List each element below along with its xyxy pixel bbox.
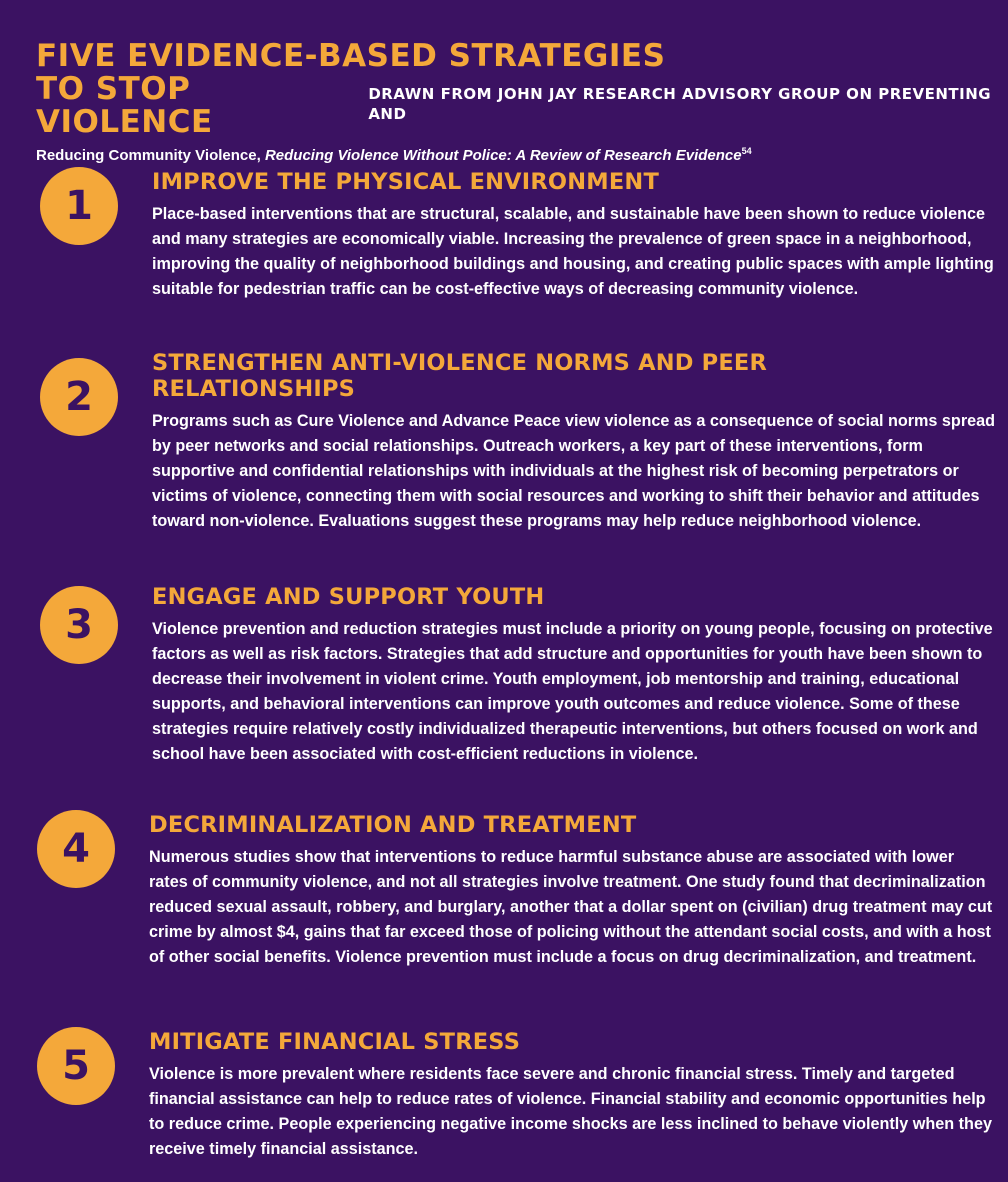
source-line-1: DRAWN FROM JOHN JAY RESEARCH ADVISORY GROUP ON PREVENTING AND: [368, 85, 992, 123]
strategy-heading: MITIGATE FINANCIAL STRESS: [149, 1029, 521, 1055]
strategy-body: Violence is more prevalent where residents face severe and chronic financial stress. Timely and targeted financial assistance can help to reduce rates of violence. Financial stability and economic opportunities help to reduce crime. People experiencing negative income shocks are less inclined to behave violently when they receive timely financial assistance.: [149, 1065, 992, 1158]
strategy-heading: IMPROVE THE PHYSICAL ENVIRONMENT: [152, 169, 659, 195]
title-line-1: FIVE EVIDENCE-BASED STRATEGIES: [36, 38, 666, 74]
number-badge: 4: [37, 810, 115, 888]
number-badge: 1: [40, 167, 118, 245]
source-footnote: 54: [741, 146, 752, 156]
number-badge: 2: [40, 358, 118, 436]
page-title: [36, 40, 996, 139]
strategy-heading: STRENGTHEN ANTI-VIOLENCE NORMS AND PEER RELATIONSHIPS: [152, 350, 768, 402]
title-line-2: TO STOP VIOLENCE: [36, 71, 213, 140]
header: [36, 40, 996, 167]
strategy-body: Numerous studies show that interventions to reduce harmful substance abuse are associated with lower rates of community violence, and not all strategies involve treatment. One study found that decriminalization reduced sexual assault, robbery, and burglary, another that a dollar spent on (civilian) drug treatment may cut crime by almost $4, gains that far exceed those of policing without the attendant social costs, and with a host of other social benefits. Violence prevention must include a focus on drug decriminalization, and treatment.: [149, 848, 993, 966]
source-citation: [36, 140, 996, 167]
strategy-body: Place-based interventions that are structural, scalable, and sustainable have been shown to reduce violence and many strategies are economically viable. Increasing the prevalence of green space in a neighborhood, improving the quality of neighborhood buildings and housing, and creating public spaces with ample lighting suitable for pedestrian traffic can be cost-effective ways of decreasing community violence.: [152, 205, 994, 298]
source-line-2: Reducing Community Violence,: [36, 147, 265, 164]
strategy-body: Violence prevention and reduction strategies must include a priority on young people, focusing on protective factors as well as risk factors. Strategies that add structure and opportunities for youth have been shown to decrease their involvement in violent crime. Youth employment, job mentorship and training, educational supports, and behavioral interventions can improve youth outcomes and reduce violence. Some of these strategies require relatively costly individualized therapeutic interventions, but others focused on work and school have been associated with cost-efficient reductions in violence.: [152, 620, 993, 763]
source-title: Reducing Violence Without Police: A Review of Research Evidence: [264, 147, 742, 164]
strategy-body: Programs such as Cure Violence and Advance Peace view violence as a consequence of social norms spread by peer networks and social relationships. Outreach workers, a key part of these interventions, form supportive and confidential relationships with individuals at the highest risk of becoming perpetrators or victims of violence, connecting them with social resources and working to shift their behavior and attitudes toward non-violence. Evaluations suggest these programs may help reduce neighborhood violence.: [152, 412, 996, 530]
number-badge: 5: [37, 1027, 115, 1105]
strategy-heading: ENGAGE AND SUPPORT YOUTH: [152, 584, 545, 610]
number-badge: 3: [40, 586, 118, 664]
strategy-heading: DECRIMINALIZATION AND TREATMENT: [149, 812, 637, 838]
